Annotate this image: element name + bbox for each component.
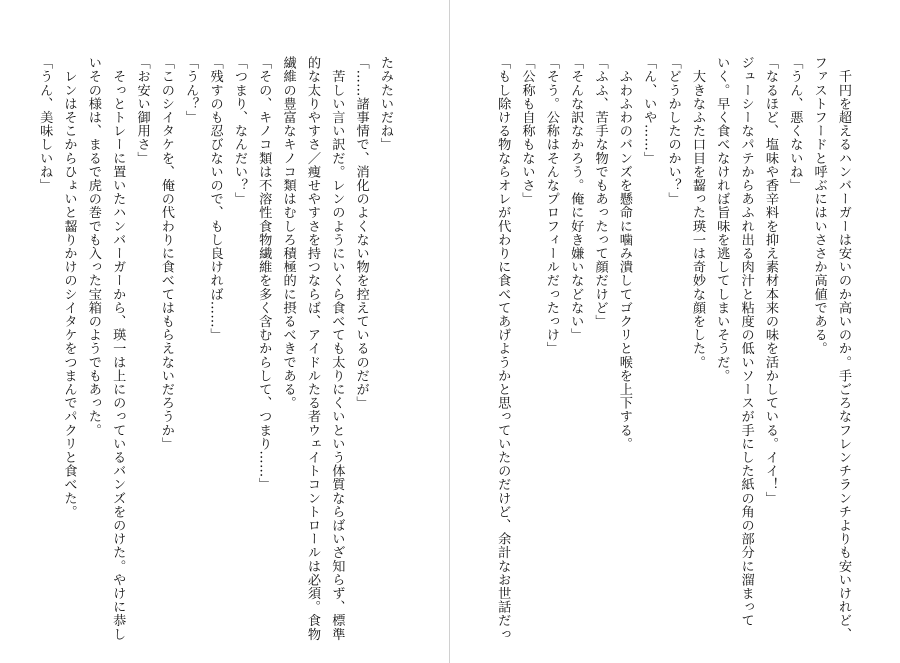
text-line: 「うん？」: [183, 56, 199, 124]
text-line: 「つまり、なんだい？」: [231, 56, 247, 206]
text-line: ふわふわのバンズを懸命に噛み潰してゴクリと喉を上下する。: [616, 56, 632, 451]
text-line: 「このシイタケを、俺の代わりに食べてはもらえないだろうか」: [158, 56, 174, 451]
text-line: 「その、キノコ類は不溶性食物繊維を多く含むからして、つまり……」: [256, 56, 272, 492]
text-line: そっとトレーに置いたハンバーガーから、瑛一は上にのっているバンズをのけた。やけに恭し: [110, 56, 126, 641]
text-line: 的な太りやすさ／痩せやすさを持つならば、アイドルたる者ウェイトコントロールは必須。食物: [304, 56, 320, 641]
text-line: 「うん、悪くないね」: [787, 56, 803, 192]
text-line: いその様は、まるで虎の巻でも入った宝箱のようでもあった。: [85, 56, 101, 437]
text-line: 「公称も自称もないさ」: [519, 56, 535, 206]
right-page-text: [495, 56, 855, 641]
text-line: 千円を超えるハンバーガーは安いのか高いのか。手ごろなフレンチランチよりも安いけれど、: [836, 56, 851, 641]
text-line: 繊維の豊富なキノコ類はむしろ積極的に摂るべきである。: [280, 56, 296, 410]
left-page-text: [37, 56, 397, 641]
page-gutter: [449, 0, 450, 663]
text-line: 「残すのも忍びないので、もし良ければ……」: [207, 56, 223, 342]
text-line: ファストフードと呼ぶにはいささか高値である。: [811, 56, 827, 356]
text-line: 「ふふ、苦手な物でもあったって顔だけど」: [592, 56, 608, 328]
text-line: ジューシーなパテからあふれ出る肉汁と粘度の低いソースが手にした紙の角の部分に溜まって: [738, 56, 754, 628]
text-line: 苦しい言い訳だ。レンのようにいくら食べても太りにくいという体質ならばいざ知らず、標準: [329, 56, 345, 641]
text-line: たみたいだね」: [378, 56, 393, 152]
text-line: 「ん、いや……」: [641, 56, 657, 165]
text-line: 大きなふた口目を齧った瑛一は奇妙な顔をした。: [689, 56, 705, 369]
text-line: 「どうかしたのかい？」: [665, 56, 681, 206]
text-line: 「うん、美味しいね」: [37, 56, 53, 192]
text-line: 「お安い御用さ」: [134, 56, 150, 165]
text-line: 「なるほど、塩味や香辛料を抑え素材本来の味を活かしている。イイ！」: [762, 56, 778, 505]
text-line: 「もし除ける物ならオレが代わりに食べてあげようかと思っていたのだけど、余計なお世話だっ: [495, 56, 511, 641]
text-line: 「そんな訳なかろう。俺に好き嫌いなどない」: [568, 56, 584, 342]
text-line: 「そう。公称はそんなプロフィールだったっけ」: [543, 56, 559, 356]
text-line: 「……諸事情で、消化のよくない物を控えているのだが」: [353, 56, 369, 410]
text-line: いく。早く食べなければ旨味を逃してしまいそうだ。: [714, 56, 730, 383]
text-line: レンはそこからひょいと齧りかけのシイタケをつまんでパクリと食べた。: [61, 56, 77, 519]
